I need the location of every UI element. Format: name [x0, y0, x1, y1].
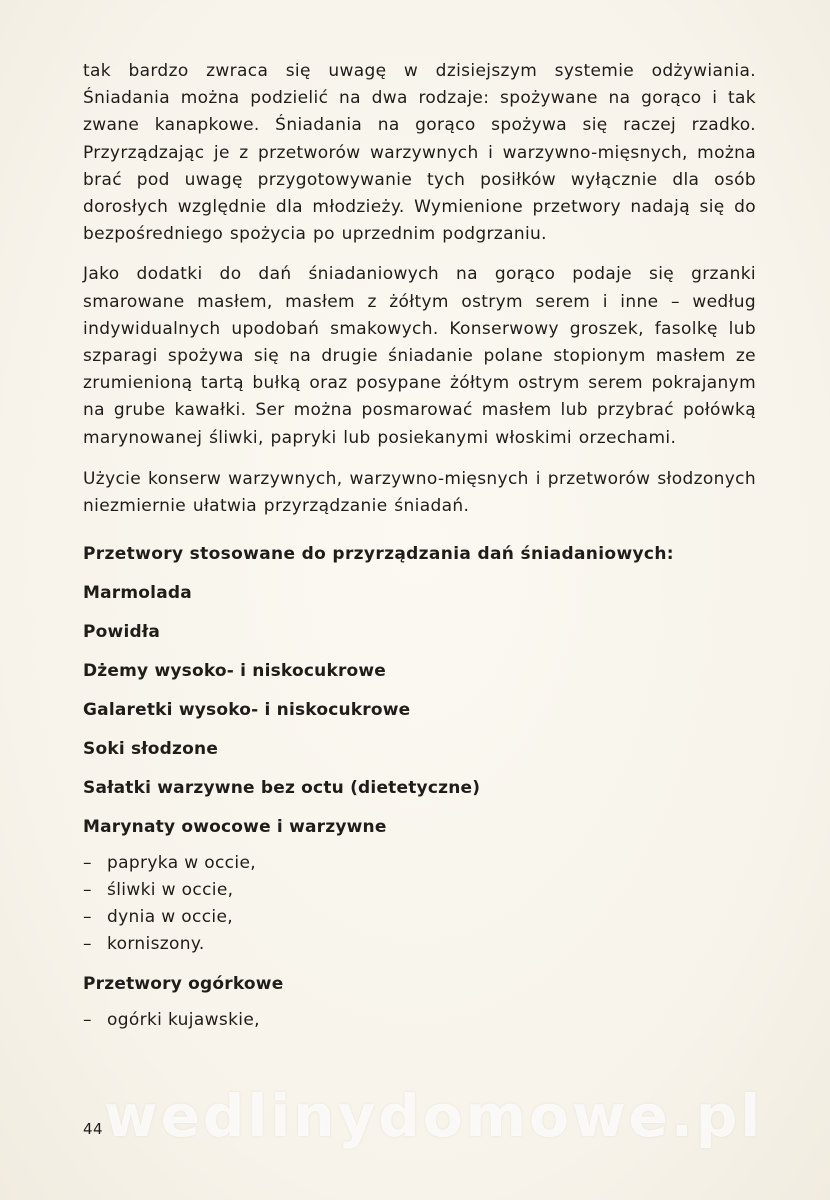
item-salatki: Sałatki warzywne bez octu (dietetyczne): [83, 778, 481, 799]
item-galaretki: Galaretki wysoko- i niskocukrowe: [83, 700, 411, 721]
page-content: [83, 58, 756, 1034]
section-heading: Przetwory stosowane do przyrządzania dań śniadaniowych:: [83, 544, 674, 565]
list-item: [83, 1007, 756, 1034]
list-item-text: korniszony.: [107, 934, 205, 955]
watermark: wedlinydomowe.pl: [104, 1082, 764, 1150]
paragraph-3: Użycie konserw warzywnych, warzywno-mięsnych i przetworów słodzonych niezmiernie ułatwia przyrządzanie śniadań.: [83, 468, 756, 517]
page-number: 44: [83, 1120, 104, 1138]
item-dzemy: Dżemy wysoko- i niskocukrowe: [83, 661, 387, 682]
list-item: [83, 931, 756, 958]
list-item-text: śliwki w occie,: [107, 880, 234, 901]
list-item-text: ogórki kujawskie,: [107, 1010, 260, 1031]
list-item-text: dynia w occie,: [107, 907, 234, 928]
dash-mark: –: [83, 880, 92, 901]
ogorkowe-heading: Przetwory ogórkowe: [83, 974, 284, 995]
paragraph-2: Jako dodatki do dań śniadaniowych na gorąco podaje się grzanki smarowane masłem, masłem z żółtym ostrym serem i inne – według indywidualnych upodobań smakowych. Konserwowy groszek, fasolkę lub szparagi spożywa się na drugie śniadanie polane stopionym masłem ze zrumienioną tartą bułką oraz posypane żółtym ostrym serem pokrajanym na grube kawałki. Ser można posmarować masłem lub przybrać połówką marynowanej śliwki, papryki lub posiekanymi włoskimi orzechami.: [83, 264, 756, 448]
dash-mark: –: [83, 853, 92, 874]
item-soki: Soki słodzone: [83, 739, 219, 760]
ogorkowe-list: [83, 1007, 756, 1034]
dash-mark: –: [83, 1010, 92, 1031]
paragraph-1: tak bardzo zwraca się uwagę w dzisiejszym systemie odżywiania. Śniadania można podzielić na dwa rodzaje: spożywane na gorąco i tak zwane kanapkowe. Śniadania na gorąco spożywa się raczej rzadko. Przyrządzając je z przetworów warzywnych i warzywno-mięsnych, można brać pod uwagę przygotowywanie tych posiłków wyłącznie dla osób dorosłych względnie dla młodzieży. Wymienione przetwory nadają się do bezpośredniego spożycia po uprzednim podgrzaniu.: [83, 61, 756, 245]
marynaty-list: [83, 850, 756, 958]
item-powidla: Powidła: [83, 622, 161, 643]
list-item: [83, 850, 756, 877]
list-item-text: papryka w occie,: [107, 853, 257, 874]
list-item: [83, 877, 756, 904]
dash-mark: –: [83, 934, 92, 955]
list-item: [83, 904, 756, 931]
item-marmolada: Marmolada: [83, 583, 192, 604]
dash-mark: –: [83, 907, 92, 928]
marynaty-heading: Marynaty owocowe i warzywne: [83, 817, 387, 838]
